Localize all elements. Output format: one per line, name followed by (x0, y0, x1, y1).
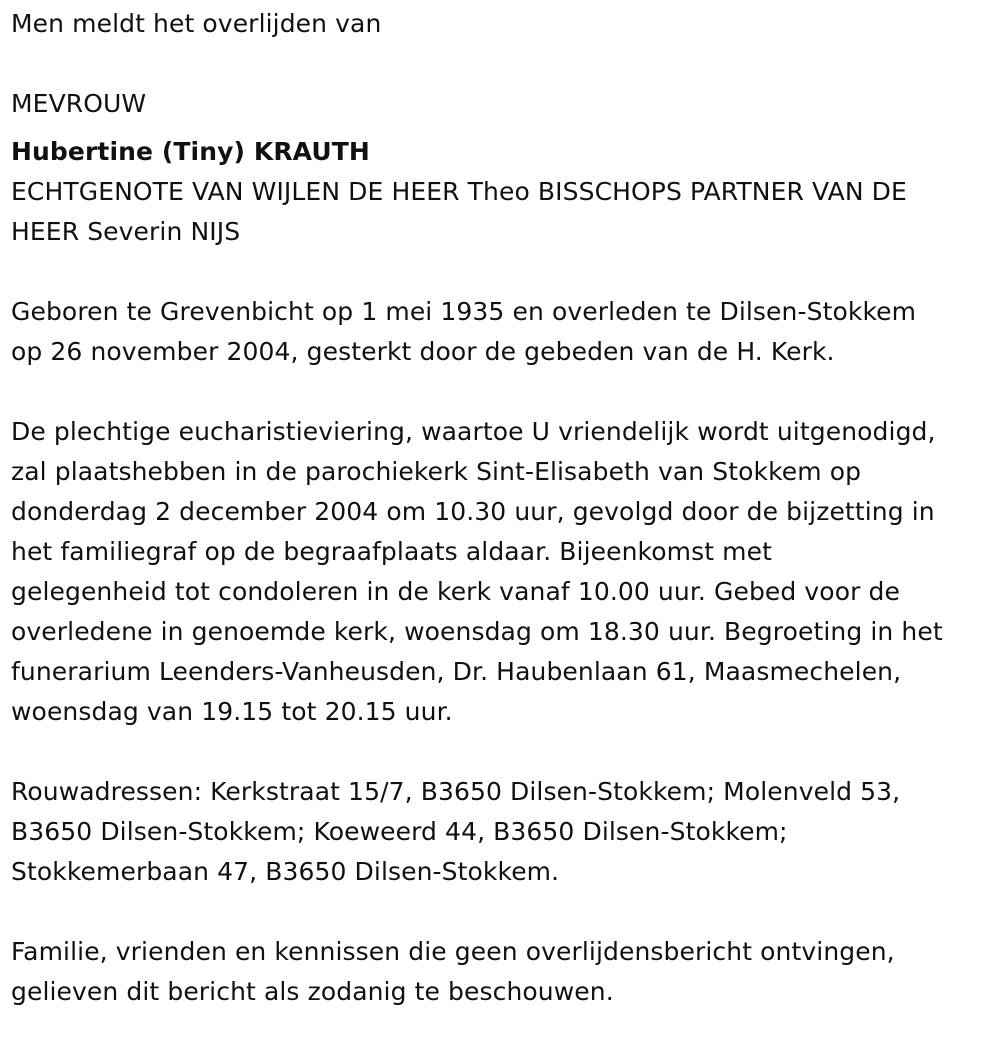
paragraph-line: op 26 november 2004, gesterkt door de gebeden van de H. Kerk. (11, 337, 835, 366)
spacer (11, 892, 990, 932)
deceased-name: Hubertine (Tiny) KRAUTH (11, 137, 370, 166)
service-paragraph (11, 412, 990, 732)
spacer (11, 732, 990, 772)
paragraph-line: het familiegraf op de begraafplaats aldaar. Bijeenkomst met (11, 537, 773, 566)
paragraph-line: B3650 Dilsen-Stokkem; Koeweerd 44, B3650 Dilsen-Stokkem; (11, 817, 788, 846)
honorific-title: MEVROUW (11, 89, 147, 118)
relation-line-1: ECHTGENOTE VAN WIJLEN DE HEER Theo BISSCHOPS PARTNER VAN DE (11, 177, 907, 206)
paragraph-line: Geboren te Grevenbicht op 1 mei 1935 en overleden te Dilsen-Stokkem (11, 297, 917, 326)
relation-line-2: HEER Severin NIJS (11, 217, 241, 246)
spacer (11, 372, 990, 412)
paragraph-line: Rouwadressen: Kerkstraat 15/7, B3650 Dilsen-Stokkem; Molenveld 53, (11, 777, 901, 806)
paragraph-line: donderdag 2 december 2004 om 10.30 uur, gevolgd door de bijzetting in (11, 497, 935, 526)
paragraph-line: Stokkemerbaan 47, B3650 Dilsen-Stokkem. (11, 857, 560, 886)
paragraph-line: gelegenheid tot condoleren in de kerk vanaf 10.00 uur. Gebed voor de (11, 577, 900, 606)
addresses-paragraph (11, 772, 990, 892)
paragraph-line: zal plaatshebben in de parochiekerk Sint-Elisabeth van Stokkem op (11, 457, 862, 486)
paragraph-line: overledene in genoemde kerk, woensdag om 18.30 uur. Begroeting in het (11, 617, 943, 646)
closing-paragraph (11, 932, 990, 1012)
paragraph-line: woensdag van 19.15 tot 20.15 uur. (11, 697, 453, 726)
paragraph-line: funerarium Leenders-Vanheusden, Dr. Haubenlaan 61, Maasmechelen, (11, 657, 902, 686)
birth-death-paragraph (11, 292, 990, 372)
spacer (11, 44, 990, 84)
intro-line: Men meldt het overlijden van (11, 9, 382, 38)
spacer (11, 252, 990, 292)
paragraph-line: Familie, vrienden en kennissen die geen overlijdensbericht ontvingen, (11, 937, 895, 966)
paragraph-line: De plechtige eucharistieviering, waartoe U vriendelijk wordt uitgenodigd, (11, 417, 936, 446)
paragraph-line: gelieven dit bericht als zodanig te beschouwen. (11, 977, 614, 1006)
